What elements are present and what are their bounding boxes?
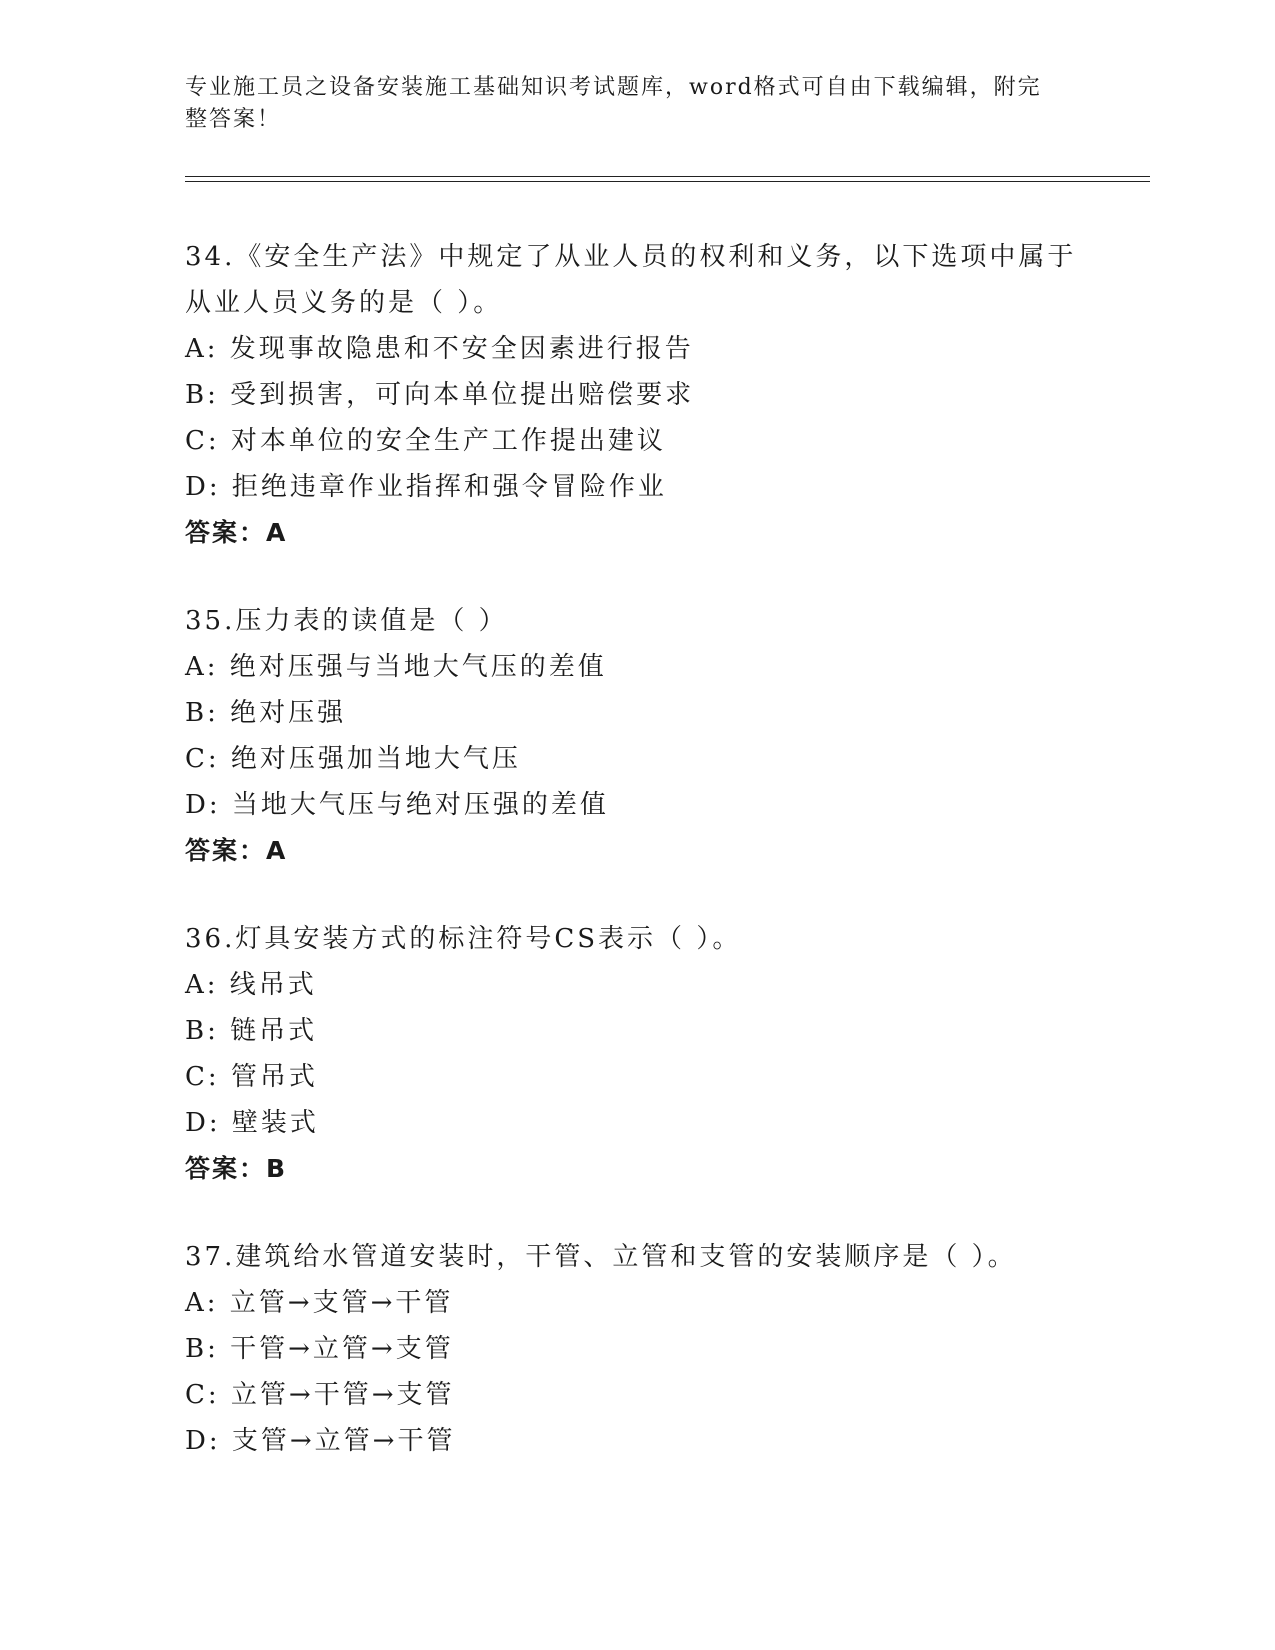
question-stem: 37.建筑给水管道安装时，干管、立管和支管的安装顺序是（ ）。 — [185, 1242, 1017, 1272]
answer: 答案：A — [185, 518, 288, 547]
question-35 — [185, 598, 1085, 874]
option-d: D: 壁装式 — [185, 1108, 319, 1138]
document-header: 专业施工员之设备安装施工基础知识考试题库，word格式可自由下载编辑，附完整答案！ — [185, 75, 1042, 132]
question-36 — [185, 916, 1085, 1192]
header-rule-bottom — [185, 181, 1150, 182]
option-d: D: 支管→立管→干管 — [185, 1426, 456, 1456]
header-rule-top — [185, 176, 1150, 177]
option-a: A: 发现事故隐患和不安全因素进行报告 — [185, 334, 694, 364]
option-b: B: 绝对压强 — [185, 698, 347, 728]
question-stem: 36.灯具安装方式的标注符号CS表示（ ）。 — [185, 924, 742, 954]
option-a: A: 线吊式 — [185, 970, 317, 1000]
option-a: A: 立管→支管→干管 — [185, 1288, 454, 1318]
answer: 答案：A — [185, 836, 288, 865]
question-37 — [185, 1234, 1085, 1464]
option-b: B: 干管→立管→支管 — [185, 1334, 454, 1364]
option-c: C: 立管→干管→支管 — [185, 1380, 455, 1410]
option-c: C: 对本单位的安全生产工作提出建议 — [185, 426, 666, 456]
question-34 — [185, 234, 1085, 556]
answer: 答案：B — [185, 1154, 288, 1183]
option-b: B: 受到损害，可向本单位提出赔偿要求 — [185, 380, 695, 410]
option-c: C: 管吊式 — [185, 1062, 318, 1092]
question-stem: 34.《安全生产法》中规定了从业人员的权利和义务，以下选项中属于从业人员义务的是（ ）。 — [185, 242, 1077, 318]
option-d: D: 拒绝违章作业指挥和强令冒险作业 — [185, 472, 667, 502]
option-a: A: 绝对压强与当地大气压的差值 — [185, 652, 607, 682]
option-c: C: 绝对压强加当地大气压 — [185, 744, 521, 774]
option-d: D: 当地大气压与绝对压强的差值 — [185, 790, 609, 820]
question-stem: 35.压力表的读值是（ ） — [185, 606, 508, 636]
option-b: B: 链吊式 — [185, 1016, 318, 1046]
